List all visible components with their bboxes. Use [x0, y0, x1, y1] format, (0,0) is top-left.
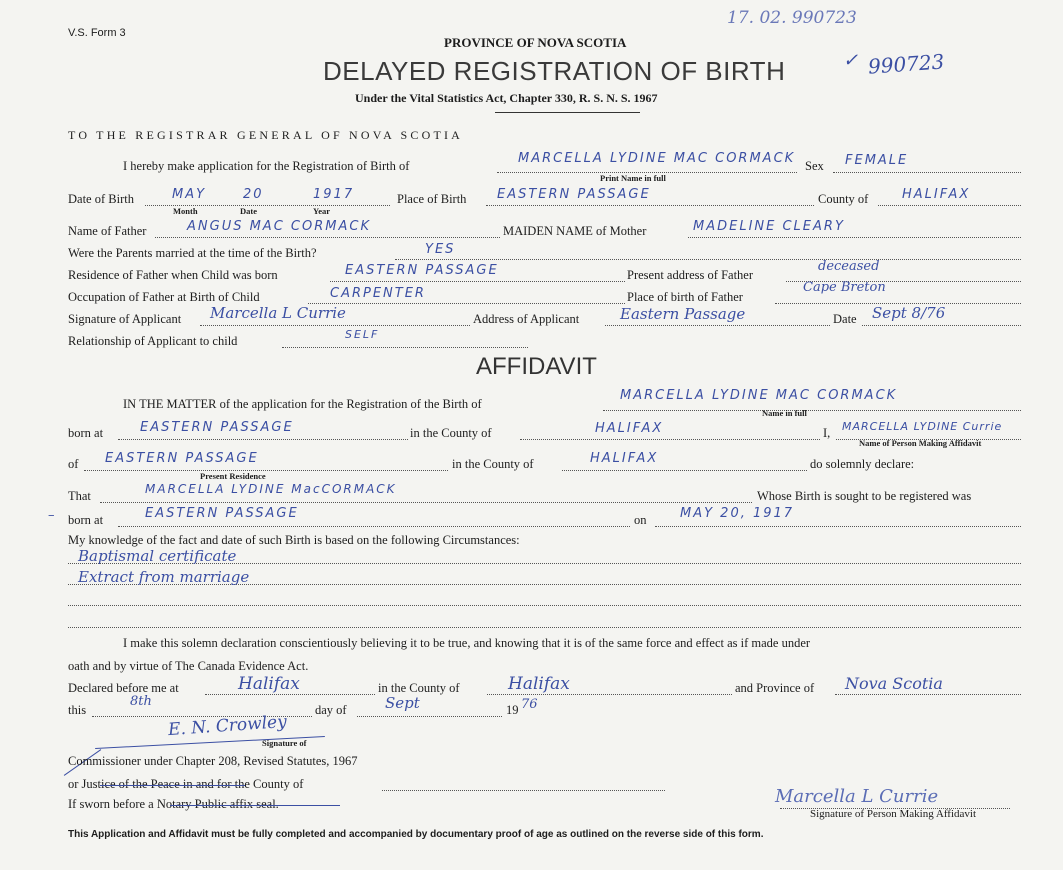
day-value: 8th: [130, 694, 152, 709]
in-county-line-2: [562, 470, 807, 471]
relationship-value: SELF: [345, 328, 380, 341]
sex-value: FEMALE: [845, 153, 909, 168]
declared-place: Halifax: [238, 674, 300, 694]
born-at-line: [118, 439, 408, 440]
form-number: V.S. Form 3: [68, 27, 126, 39]
province-line: [835, 694, 1021, 695]
pob-value: EASTERN PASSAGE: [497, 187, 651, 202]
of-label: of: [68, 457, 79, 471]
footer-note: This Application and Affidavit must be fully completed and accompanied by documentary proof of age as outlined on the reverse side of this form.: [68, 829, 764, 840]
circumstance-2: Extract from marriage: [78, 568, 250, 586]
born-at-value-2: EASTERN PASSAGE: [145, 506, 299, 521]
page-subtitle: Under the Vital Statistics Act, Chapter 330, R. S. N. S. 1967: [355, 91, 658, 105]
residence-line: [330, 281, 625, 282]
in-county-label: in the County of: [410, 426, 492, 440]
year-value: 76: [521, 697, 538, 712]
born-at-value: EASTERN PASSAGE: [140, 420, 294, 435]
affiant-signature-label: Signature of Person Making Affidavit: [810, 808, 976, 820]
circumstance-1: Baptismal certificate: [78, 547, 237, 565]
pob-label: Place of Birth: [397, 192, 467, 206]
date-label: Date: [240, 206, 257, 216]
commissioner-signature: E. N. Crowley: [167, 711, 288, 741]
occupation-value: CARPENTER: [330, 286, 426, 301]
applicant-signature: Marcella L Currie: [210, 304, 346, 322]
declare-label: do solemnly declare:: [810, 457, 915, 471]
married-line: [395, 259, 1021, 260]
father-value: ANGUS MAC CORMACK: [187, 219, 371, 234]
month-line: [357, 716, 502, 717]
check-mark-icon: ✓: [843, 50, 859, 71]
married-value: YES: [425, 242, 456, 257]
province-value: Nova Scotia: [845, 674, 943, 693]
margin-dash: –: [48, 508, 55, 523]
name-in-full-label: Name in full: [762, 408, 807, 418]
year-prefix: 19: [506, 703, 519, 717]
application-date-label: Date: [833, 312, 857, 326]
justice-line: [382, 790, 665, 791]
residence-value: EASTERN PASSAGE: [345, 263, 499, 278]
sex-line: [833, 172, 1021, 173]
knowledge-label: My knowledge of the fact and date of such Birth is based on the following Circumstances:: [68, 533, 520, 547]
county-line: [878, 205, 1021, 206]
day-of-label: day of: [315, 703, 347, 717]
in-county-value-3: Halifax: [508, 674, 570, 694]
deponent-label: Name of Person Making Affidavit: [859, 438, 982, 448]
county-label: County of: [818, 192, 869, 206]
present-residence-label: Present Residence: [200, 471, 266, 481]
affidavit-heading: AFFIDAVIT: [476, 353, 597, 380]
in-county-line: [520, 439, 820, 440]
circ-line-4: [68, 627, 1021, 628]
application-intro: I hereby make application for the Registration of Birth of: [123, 159, 410, 173]
that-name: MARCELLA LYDINE MacCORMACK: [145, 482, 397, 496]
dob-month: MAY: [172, 187, 207, 202]
month-value: Sept: [385, 694, 420, 712]
matter-intro: IN THE MATTER of the application for the Registration of the Birth of: [123, 397, 482, 411]
dob-day: 20: [243, 187, 264, 202]
born-at-line-2: [118, 526, 630, 527]
print-name-label: Print Name in full: [600, 173, 666, 183]
that-line: [100, 502, 752, 503]
in-county-label-3: in the County of: [378, 681, 460, 695]
in-county-value-2: HALIFAX: [590, 451, 659, 466]
present-address-label: Present address of Father: [627, 268, 754, 282]
notary-strike: [170, 805, 340, 806]
title-rule: [495, 112, 640, 113]
father-birthplace-value: Cape Breton: [803, 280, 886, 295]
born-at-label-2: born at: [68, 513, 104, 527]
declared-line: [205, 694, 375, 695]
mother-value: MADELINE CLEARY: [693, 219, 845, 234]
occupation-line: [308, 303, 625, 304]
father-line: [155, 237, 500, 238]
county-value: HALIFAX: [902, 187, 971, 202]
justice-strike: [100, 785, 245, 786]
in-county-line-3: [487, 694, 732, 695]
application-date-line: [862, 325, 1021, 326]
declared-label: Declared before me at: [68, 681, 179, 695]
i-label: I,: [823, 426, 831, 440]
married-label: Were the Parents married at the time of the Birth?: [68, 246, 317, 260]
on-line: [655, 526, 1021, 527]
of-value: EASTERN PASSAGE: [105, 451, 259, 466]
circ-line-3: [68, 605, 1021, 606]
father-birthplace-label: Place of birth of Father: [627, 290, 743, 304]
page-title: DELAYED REGISTRATION OF BIRTH: [323, 56, 786, 86]
deponent-name: MARCELLA LYDINE Currie: [842, 420, 1003, 433]
sex-label: Sex: [805, 159, 824, 173]
in-county-value: HALIFAX: [595, 421, 664, 436]
applicant-address-label: Address of Applicant: [473, 312, 580, 326]
born-at-label: born at: [68, 426, 104, 440]
mother-line: [688, 237, 1021, 238]
signature-of-label: Signature of: [262, 738, 307, 748]
addressee: TO THE REGISTRAR GENERAL OF NOVA SCOTIA: [68, 128, 464, 142]
applicant-address-line: [605, 325, 830, 326]
application-date: Sept 8/76: [872, 304, 946, 322]
affiant-signature: Marcella L Currie: [775, 786, 939, 807]
commissioner-label: Commissioner under Chapter 208, Revised Statutes, 1967: [68, 754, 358, 768]
in-county-label-2: in the County of: [452, 457, 534, 471]
this-label: this: [68, 703, 87, 717]
notary-label: If sworn before a Notary Public affix seal.: [68, 797, 279, 811]
year-label: Year: [313, 206, 330, 216]
dob-label: Date of Birth: [68, 192, 134, 206]
matter-name-line: [603, 410, 1021, 411]
month-label: Month: [173, 206, 198, 216]
province-label: and Province of: [735, 681, 815, 695]
applicant-signature-label: Signature of Applicant: [68, 312, 182, 326]
that-label: That: [68, 489, 91, 503]
relationship-label: Relationship of Applicant to child: [68, 334, 238, 348]
present-address-value: deceased: [818, 259, 880, 274]
justice-label: or Justice of the Peace in and for the County of: [68, 777, 304, 791]
applicant-signature-line: [200, 325, 470, 326]
whose-birth-label: Whose Birth is sought to be registered was: [757, 489, 972, 503]
father-label: Name of Father: [68, 224, 147, 238]
occupation-label: Occupation of Father at Birth of Child: [68, 290, 260, 304]
solemn-line-1: I make this solemn declaration conscientiously believing it to be true, and knowing that it is of the same force and effect as if made under: [123, 636, 811, 650]
on-date: MAY 20, 1917: [680, 506, 795, 521]
matter-name: MARCELLA LYDINE MAC CORMACK: [620, 388, 898, 403]
of-line: [84, 470, 448, 471]
relationship-line: [282, 347, 528, 348]
pob-line: [486, 205, 814, 206]
registration-number: 990723: [867, 49, 946, 79]
mother-label: MAIDEN NAME of Mother: [503, 224, 647, 238]
child-name: MARCELLA LYDINE MAC CORMACK: [518, 151, 796, 166]
applicant-address: Eastern Passage: [620, 305, 746, 323]
on-label: on: [634, 513, 647, 527]
dob-year: 1917: [313, 187, 355, 202]
registration-stamp: 17. 02. 990723: [727, 8, 857, 28]
province-heading: PROVINCE OF NOVA SCOTIA: [444, 35, 627, 50]
residence-label: Residence of Father when Child was born: [68, 268, 278, 282]
solemn-line-2: oath and by virtue of The Canada Evidence Act.: [68, 659, 309, 673]
